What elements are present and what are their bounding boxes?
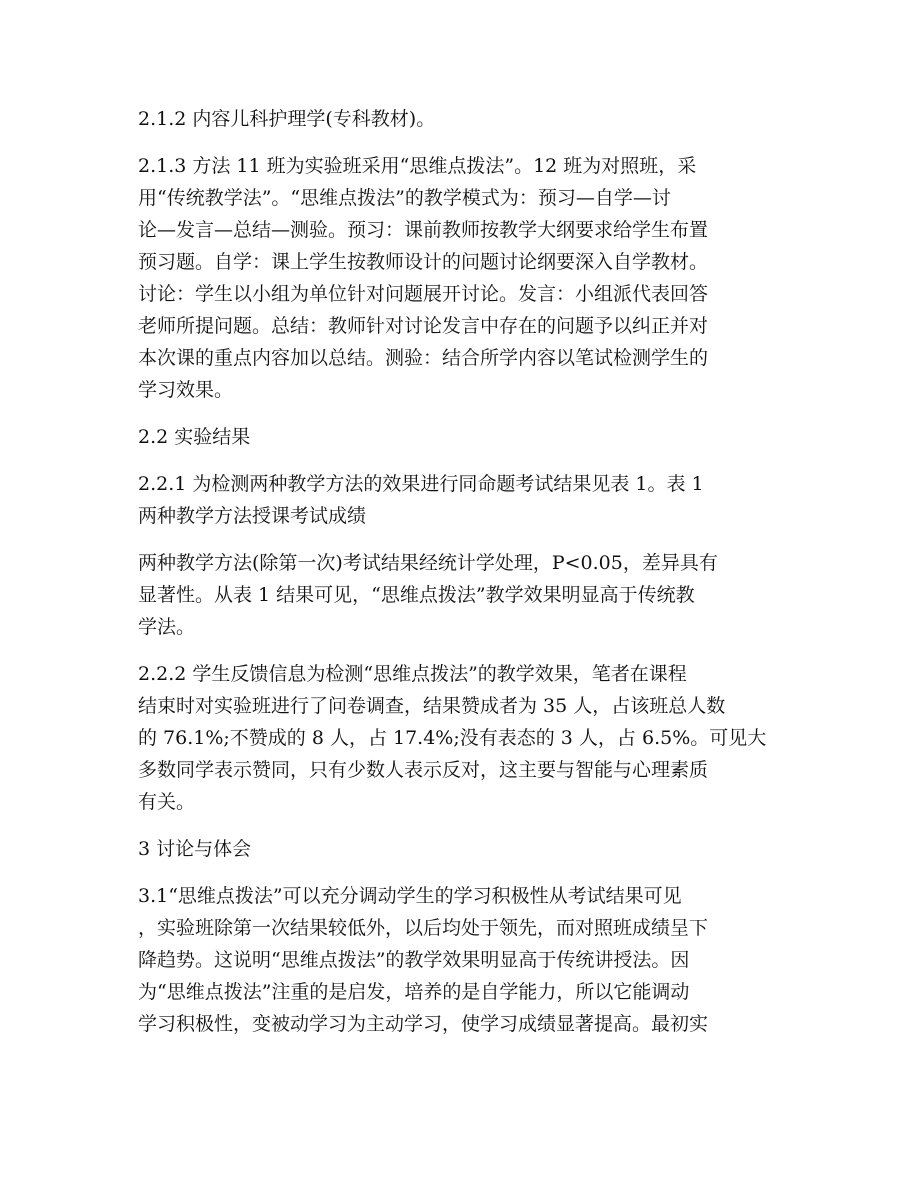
- text-line: 的 76.1%;不赞成的 8 人，占 17.4%;没有表态的 3 人，占 6.5%。可见大: [138, 727, 767, 749]
- text-line: 2.2 实验结果: [138, 426, 251, 448]
- text-line: 2.1.2 内容儿科护理学(专科教材)。: [138, 108, 436, 130]
- text-line: 预习题。自学：课上学生按教师设计的问题讨论纲要深入自学教材。: [138, 251, 709, 273]
- text-line: 降趋势。这说明“思维点拨法”的教学效果明显高于传统讲授法。因: [138, 949, 690, 971]
- text-line: 两种教学方法(除第一次)考试结果经统计学处理，P<0.05，差异具有: [138, 552, 718, 574]
- text-line: 用“传统教学法”。“思维点拨法”的教学模式为：预习—自学—讨: [138, 187, 671, 209]
- text-line: 3 讨论与体会: [138, 838, 252, 860]
- text-line: 论—发言—总结—测验。预习：课前教师按教学大纲要求给学生布置: [138, 219, 709, 241]
- text-line: ，实验班除第一次结果较低外，以后均处于领先，而对照班成绩呈下: [138, 917, 709, 939]
- text-line: 3.1“思维点拨法”可以充分调动学生的学习积极性从考试结果可见: [138, 885, 682, 907]
- text-line: 学习积极性，变被动学习为主动学习，使学习成绩显著提高。最初实: [138, 1013, 709, 1035]
- paragraph: [138, 468, 778, 532]
- paragraph: [138, 658, 778, 818]
- paragraph: [138, 880, 778, 1040]
- paragraph: [138, 547, 778, 643]
- text-line: 为“思维点拨法”注重的是启发，培养的是自学能力，所以它能调动: [138, 981, 690, 1003]
- text-line: 显著性。从表 1 结果可见，“思维点拨法”教学效果明显高于传统教: [138, 584, 695, 606]
- paragraph: [138, 103, 778, 135]
- text-line: 结束时对实验班进行了问卷调查，结果赞成者为 35 人，占该班总人数: [138, 695, 726, 717]
- text-line: 2.2.2 学生反馈信息为检测“思维点拨法”的教学效果，笔者在课程: [138, 663, 687, 685]
- paragraph: [138, 833, 778, 865]
- paragraph: [138, 421, 778, 453]
- text-line: 多数同学表示赞同，只有少数人表示反对，这主要与智能与心理素质: [138, 759, 709, 781]
- text-line: 两种教学方法授课考试成绩: [138, 505, 367, 527]
- text-line: 2.1.3 方法 11 班为实验班采用“思维点拨法”。12 班为对照班，采: [138, 155, 697, 177]
- text-line: 本次课的重点内容加以总结。测验：结合所学内容以笔试检测学生的: [138, 347, 709, 369]
- text-line: 2.2.1 为检测两种教学方法的效果进行同命题考试结果见表 1。表 1: [138, 473, 704, 495]
- text-line: 有关。: [138, 791, 196, 813]
- paragraph: [138, 150, 778, 406]
- document-body: [138, 103, 778, 1055]
- text-line: 学习效果。: [138, 379, 234, 401]
- text-line: 讨论：学生以小组为单位针对问题展开讨论。发言：小组派代表回答: [138, 283, 709, 305]
- text-line: 老师所提问题。总结：教师针对讨论发言中存在的问题予以纠正并对: [138, 315, 709, 337]
- text-line: 学法。: [138, 616, 196, 638]
